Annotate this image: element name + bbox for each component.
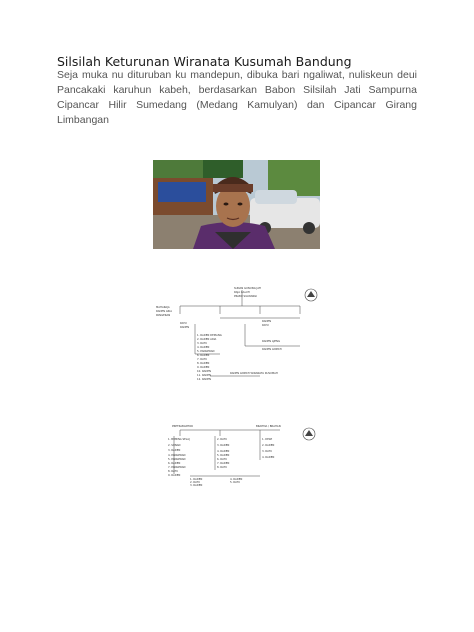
chart1-mid-10: 11. RADEN	[197, 374, 211, 377]
chart1-left-4: RADEN	[180, 326, 190, 329]
chart1-left-1: RADEN ARIA	[156, 310, 172, 313]
chart1-mid-6: 7. RATU	[197, 358, 208, 361]
chart2-left-7: 8. RATU	[168, 470, 179, 473]
chart2-mid-6: 8. RATU	[217, 466, 228, 469]
chart1-top-0: SUNAN GUNUNG JATI	[234, 287, 262, 290]
chart2-mid-3: 5. RADEN	[217, 454, 230, 457]
chart2-header-left: PRETRABANTOR	[172, 425, 193, 428]
chart1-mid-9: 10. RADEN	[197, 370, 211, 373]
chart1-right-0: RADEN	[262, 320, 272, 323]
chart2-bottom-0: 1. RADEN	[190, 478, 203, 481]
genealogy-chart-2	[150, 422, 320, 488]
chart1-bottom: RADEN ADIPATI WIRANATA KUSUMAH	[230, 372, 278, 375]
chart2-bottom-3: 4. RADEN	[230, 478, 243, 481]
chart2-left-8: 9. RADEN	[168, 474, 181, 477]
chart2-bottom-2: 3. RADEN	[190, 484, 203, 487]
document-paragraph: Seja muka nu dituruban ku mandepun, dibuka bari ngaliwat, nuliskeun deui Pancakaki karuhun kabeh, berdasarkan Babon Silsilah Jati Sampurna Cipancar Hilir Sumedang (Medang Kamulyan) dan Cipancar Girang Limbangan	[57, 69, 417, 126]
chart2-left-1: 2. SUNAN	[168, 444, 181, 447]
chart2-right-1: 2. RADEN	[262, 444, 275, 447]
chart1-mid-7: 8. RADEN	[197, 362, 210, 365]
chart1-mid-1: 2. RADEN ARIA	[197, 338, 217, 341]
chart1-top-2: PRABU SILIWANGI	[234, 295, 258, 298]
chart2-mid-5: 7. RADEN	[217, 462, 230, 465]
chart1-right-2: RADEN AJENG	[262, 340, 281, 343]
chart2-left-2: 3. RADEN	[168, 449, 181, 452]
chart2-bottom-1: 2. RATU	[190, 481, 201, 484]
portrait-photo	[153, 160, 320, 249]
chart2-right-3: 4. RADEN	[262, 456, 275, 459]
genealogy-chart-1	[150, 284, 320, 384]
chart1-mid-2: 3. RATU	[197, 342, 208, 345]
chart2-mid-4: 6. RATU	[217, 458, 228, 461]
chart1-top-1: RAJA GALUH	[234, 291, 250, 294]
chart2-right-0: 1. DEWI	[262, 438, 273, 441]
chart2-left-4: 5. PANGERAN	[168, 458, 186, 461]
chart2-left-5: 6. RADEN	[168, 462, 181, 465]
document-title: Silsilah Keturunan Wiranata Kusumah Bandung	[57, 54, 352, 69]
chart1-mid-3: 4. RADEN	[197, 346, 210, 349]
chart2-header-right: BRAHMA / BRAHAN	[256, 425, 281, 428]
chart2-mid-0: 2. RATU	[217, 438, 228, 441]
chart1-mid-11: 12. RADEN	[197, 378, 211, 381]
chart2-bottom-4: 5. RATU	[230, 481, 241, 484]
chart1-left-3: RATU	[180, 322, 187, 325]
chart2-left-0: 1. BUMINA SELAJ	[168, 438, 190, 441]
chart1-right-3: RADEN ADIPATI	[262, 348, 282, 351]
chart1-left-0: MAHARAJA	[156, 306, 170, 309]
chart2-mid-1: 3. RADEN	[217, 444, 230, 447]
chart1-left-2: PANGERAN	[156, 314, 171, 317]
chart2-left-3: 4. PANGERAN	[168, 454, 186, 457]
chart1-right-1: RATU	[262, 324, 269, 327]
chart1-mid-4: 5. PANGERAN	[197, 350, 215, 353]
chart1-mid-0: 1. RADEN DEMANG	[197, 334, 222, 337]
chart1-mid-5: 6. RADEN	[197, 354, 210, 357]
chart2-mid-2: 4. RADEN	[217, 450, 230, 453]
chart2-right-2: 3. RATU	[262, 450, 273, 453]
chart1-mid-8: 9. RADEN	[197, 366, 210, 369]
chart2-left-6: 7. PANGERAN	[168, 466, 186, 469]
